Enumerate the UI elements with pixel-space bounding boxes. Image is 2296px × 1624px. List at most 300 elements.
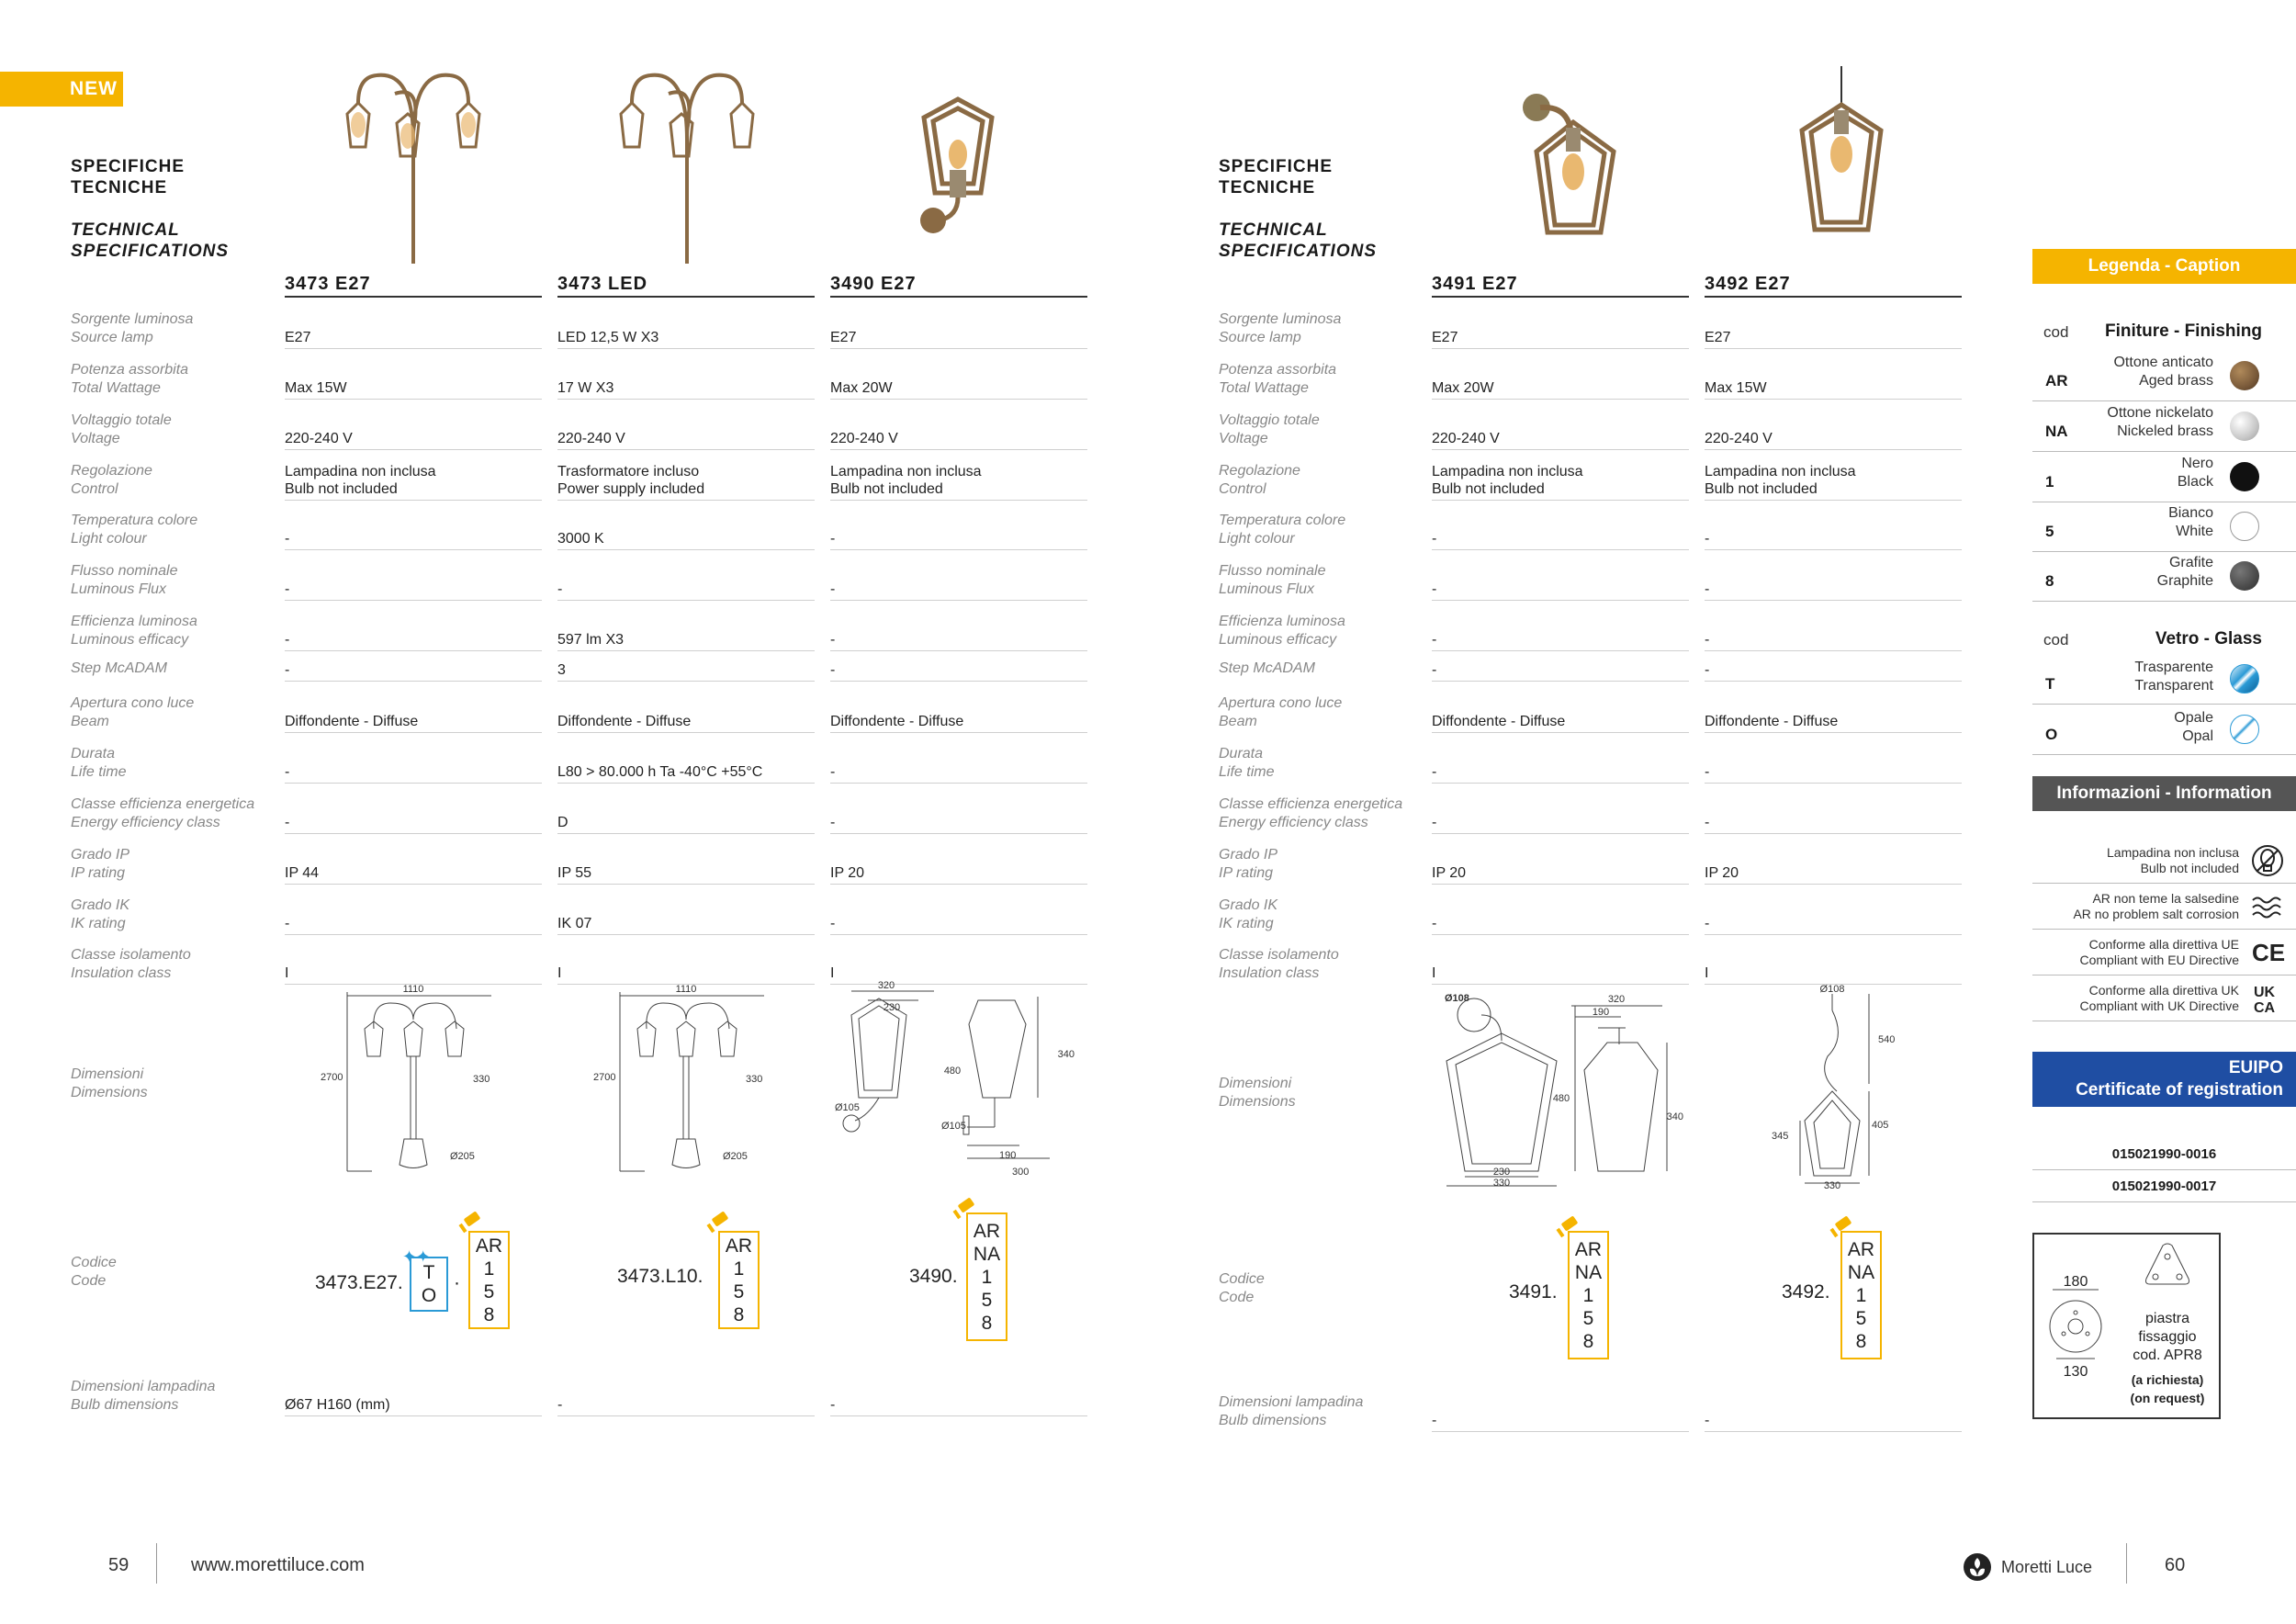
- row-label-en: Luminous Flux: [1219, 581, 1315, 597]
- spec-cell: [1432, 528, 1689, 550]
- spec-value: IP 20: [830, 865, 865, 881]
- spec-value: Diffondente - Diffuse: [1432, 714, 1566, 729]
- info-text-it: AR non teme la salsedine: [2092, 891, 2239, 906]
- spec-value: -: [1432, 815, 1437, 830]
- row-label: [1219, 361, 1336, 398]
- svg-text:540: 540: [1878, 1034, 1896, 1045]
- spec-value: -: [285, 916, 290, 931]
- info-text-it: Lampadina non inclusa: [2107, 845, 2239, 860]
- spec-title-en: TECHNICAL SPECIFICATIONS: [71, 220, 229, 261]
- product-image-3490-e27: [907, 92, 1008, 239]
- spec-value: IP 55: [557, 865, 592, 881]
- code-prefix: 3473.L10.: [617, 1266, 703, 1287]
- finish-swatch-icon: [2230, 462, 2259, 491]
- row-label: [71, 745, 126, 782]
- svg-text:(a richiesta): (a richiesta): [2131, 1372, 2204, 1387]
- row-label: [71, 1066, 148, 1102]
- product-image-3491-e27: [1520, 87, 1630, 243]
- svg-text:320: 320: [877, 980, 895, 991]
- row-label: [1219, 946, 1339, 983]
- finish-code: 1: [981, 1266, 993, 1288]
- info-text: [2080, 937, 2240, 968]
- glass-swatch-icon: [2230, 664, 2259, 694]
- svg-text:Ø105: Ø105: [941, 1121, 966, 1132]
- spec-value: -: [285, 531, 290, 547]
- row-label-it: Grado IK: [71, 897, 130, 913]
- finishes-title: Finiture - Finishing: [2105, 321, 2262, 341]
- finish-code-box: [1568, 1231, 1609, 1359]
- spec-value: -: [1432, 764, 1437, 780]
- finish-code: 1: [1855, 1284, 1867, 1306]
- finish-row: [2032, 552, 2296, 602]
- spec-cell: [1705, 812, 1962, 834]
- spec-value: -: [1432, 1413, 1437, 1428]
- finish-code: AR: [973, 1220, 1001, 1242]
- spec-cell: [830, 863, 1087, 885]
- row-label-it: Efficienza luminosa: [1219, 614, 1345, 629]
- row-label: [1219, 1075, 1296, 1111]
- spec-cell: [1705, 913, 1962, 935]
- row-label-it: Step McADAM: [71, 660, 167, 676]
- spec-cell: [830, 327, 1087, 349]
- spec-value: Diffondente - Diffuse: [830, 714, 964, 729]
- svg-text:480: 480: [943, 1066, 962, 1077]
- finish-code: NA: [973, 1243, 1001, 1265]
- code-separator: ·: [454, 1272, 460, 1293]
- column-header: 3491 E27: [1432, 274, 1689, 298]
- spec-value: -: [830, 581, 836, 597]
- spec-value: -: [1705, 581, 1710, 597]
- spec-value: -: [1705, 815, 1710, 830]
- spec-cell: [285, 812, 542, 834]
- finish-name-en: Black: [2177, 474, 2213, 490]
- info-text-en: Compliant with UK Directive: [2079, 998, 2239, 1013]
- svg-text:300: 300: [1012, 1167, 1030, 1178]
- spec-cell: [830, 812, 1087, 834]
- spec-value: Diffondente - Diffuse: [1705, 714, 1839, 729]
- spec-cell: [830, 428, 1087, 450]
- info-text: [2107, 845, 2239, 876]
- spec-value: -: [830, 632, 836, 648]
- row-label-it: Grado IP: [1219, 847, 1278, 863]
- spec-value: -: [285, 632, 290, 648]
- spec-value: IK 07: [557, 916, 592, 931]
- row-label: [1219, 795, 1402, 832]
- svg-text:330: 330: [473, 1074, 490, 1085]
- spec-cell: [1432, 711, 1689, 733]
- spec-cell: [285, 711, 542, 733]
- spec-cell: [830, 462, 1087, 501]
- website-link[interactable]: www.morettiluce.com: [191, 1555, 365, 1575]
- row-label: [71, 795, 254, 832]
- row-label-it: Grado IK: [1219, 897, 1278, 913]
- row-label-en: Source lamp: [1219, 330, 1301, 345]
- row-label: [1219, 1393, 1363, 1430]
- svg-text:130: 130: [2063, 1364, 2088, 1380]
- info-row: [2032, 930, 2296, 976]
- spec-value: Max 15W: [285, 380, 347, 396]
- svg-text:405: 405: [1872, 1120, 1889, 1131]
- spec-value: Trasformatore incluso: [557, 464, 700, 479]
- no-bulb-icon: [2250, 843, 2285, 878]
- spec-cell: [830, 913, 1087, 935]
- row-label-it: Dimensioni lampadina: [71, 1379, 216, 1394]
- spec-value: LED 12,5 W X3: [557, 330, 659, 345]
- spec-value: D: [557, 815, 568, 830]
- spec-cell: [1705, 761, 1962, 784]
- finish-code: AR: [2045, 372, 2068, 389]
- finish-name-it: Bianco: [2168, 505, 2213, 521]
- glass-code: O: [421, 1285, 437, 1306]
- finish-code: 5: [1582, 1307, 1594, 1329]
- spec-cell: [1705, 963, 1962, 985]
- spec-value: -: [1705, 916, 1710, 931]
- svg-text:2700: 2700: [321, 1072, 343, 1083]
- row-label: [1219, 745, 1274, 782]
- svg-text:230: 230: [883, 1002, 901, 1013]
- row-label-en: Code: [1219, 1290, 1255, 1305]
- spec-value: -: [557, 581, 563, 597]
- svg-text:Ø205: Ø205: [723, 1151, 748, 1162]
- finish-code: NA: [2045, 423, 2068, 440]
- column-header: 3473 LED: [557, 274, 815, 298]
- row-label-en: Control: [71, 481, 118, 497]
- finish-text: [2168, 504, 2213, 541]
- ukca-mark-icon: [2250, 981, 2285, 1016]
- finish-code: AR: [475, 1235, 503, 1257]
- spec-cell: [285, 579, 542, 601]
- row-label-en: Bulb dimensions: [71, 1397, 179, 1413]
- finish-name-it: Nero: [2181, 456, 2213, 471]
- row-label: [1219, 1270, 1265, 1307]
- row-label-en: IP rating: [1219, 865, 1273, 881]
- svg-text:480: 480: [1552, 1093, 1570, 1104]
- svg-text:1110: 1110: [675, 984, 697, 995]
- finish-swatch-icon: [2230, 361, 2259, 390]
- glass-code-box: [410, 1257, 448, 1312]
- spec-cell: [557, 913, 815, 935]
- finish-code: 5: [981, 1289, 993, 1311]
- svg-text:CA: CA: [2254, 1000, 2276, 1016]
- finish-name-en: Aged brass: [2139, 373, 2213, 389]
- row-label-en: Insulation class: [1219, 965, 1320, 981]
- svg-text:(on request): (on request): [2130, 1391, 2205, 1405]
- waves-icon: [2250, 889, 2285, 924]
- spec-cell: [285, 913, 542, 935]
- spec-cell: [557, 462, 815, 501]
- row-label-en: Energy efficiency class: [71, 815, 220, 830]
- row-label-it: Voltaggio totale: [71, 412, 172, 428]
- glass-name-en: Transparent: [2134, 678, 2213, 694]
- legend-cod-label: cod: [2043, 323, 2069, 341]
- info-text: [2073, 891, 2239, 922]
- product-image-3473-led: [613, 66, 770, 264]
- spec-cell: [1432, 327, 1689, 349]
- spec-cell: [1432, 428, 1689, 450]
- spec-cell: [1705, 327, 1962, 349]
- glass-row: [2032, 655, 2296, 705]
- spec-value: -: [1705, 531, 1710, 547]
- spec-value: -: [1432, 581, 1437, 597]
- row-label-en: IK rating: [71, 916, 126, 931]
- svg-text:cod. APR8: cod. APR8: [2133, 1348, 2202, 1363]
- glass-text: [2174, 709, 2213, 746]
- row-label-en: Voltage: [1219, 431, 1268, 446]
- spec-cell: [557, 863, 815, 885]
- row-label-it: Potenza assorbita: [71, 362, 189, 378]
- spec-cell: [830, 629, 1087, 651]
- info-header: Informazioni - Information: [2032, 776, 2296, 811]
- svg-text:Ø205: Ø205: [450, 1151, 475, 1162]
- spec-value: I: [1705, 965, 1709, 981]
- row-label-en: Beam: [1219, 714, 1257, 729]
- column-header: 3473 E27: [285, 274, 542, 298]
- spec-cell: [557, 711, 815, 733]
- info-row: [2032, 838, 2296, 884]
- spec-value: 220-240 V: [1432, 431, 1500, 446]
- spec-cell: [285, 428, 542, 450]
- spec-cell: [1432, 378, 1689, 400]
- spec-value: -: [830, 916, 836, 931]
- row-label-en: Light colour: [1219, 531, 1295, 547]
- spec-cell: [830, 579, 1087, 601]
- bulb-dimension-cell: [830, 1394, 1087, 1416]
- glass-code: T: [422, 1262, 435, 1283]
- column-header: 3490 E27: [830, 274, 1087, 298]
- row-label-it: Flusso nominale: [71, 563, 178, 579]
- spec-cell: [1705, 863, 1962, 885]
- spec-cell: [1705, 428, 1962, 450]
- row-label: [71, 694, 194, 731]
- row-label: [71, 946, 191, 983]
- spec-value: Ø67 H160 (mm): [285, 1397, 390, 1413]
- code-prefix: 3490.: [909, 1266, 958, 1287]
- row-label: [1219, 512, 1345, 548]
- spec-cell: [1432, 812, 1689, 834]
- euipo-number: 015021990-0017: [2032, 1171, 2296, 1202]
- row-label-it: Classe efficienza energetica: [71, 796, 255, 812]
- spec-value: -: [830, 662, 836, 678]
- spec-value: 597 lm X3: [557, 632, 625, 648]
- spec-cell: [557, 963, 815, 985]
- finish-code: 8: [483, 1303, 495, 1325]
- svg-text:330: 330: [1492, 1178, 1511, 1189]
- code-prefix: 3492.: [1782, 1281, 1830, 1303]
- bulb-dimension-cell: [285, 1394, 542, 1416]
- row-label-en: Dimensions: [71, 1085, 148, 1100]
- svg-text:1110: 1110: [402, 984, 424, 995]
- glass-title: Vetro - Glass: [2155, 629, 2262, 648]
- spec-cell: [1432, 761, 1689, 784]
- finish-code: AR: [725, 1235, 753, 1257]
- row-label-it: Voltaggio totale: [1219, 412, 1320, 428]
- svg-text:230: 230: [1492, 1167, 1511, 1178]
- spec-title-it: SPECIFICHE TECNICHE: [1219, 157, 1334, 197]
- finish-code: 1: [483, 1257, 495, 1280]
- spec-value: E27: [830, 330, 857, 345]
- spec-value: -: [1705, 632, 1710, 648]
- row-label: [1219, 462, 1300, 499]
- row-label-it: Dimensioni: [1219, 1076, 1292, 1091]
- spec-value: IP 20: [1705, 865, 1739, 881]
- finish-code: 8: [2045, 572, 2054, 590]
- row-label-en: Code: [71, 1273, 107, 1289]
- spec-cell: [557, 660, 815, 682]
- euipo-subtitle: Certificate of registration: [2076, 1080, 2283, 1100]
- mounting-plate-box: [2032, 1233, 2221, 1419]
- finish-code: 5: [733, 1280, 745, 1303]
- spec-cell: [557, 629, 815, 651]
- page-number-left: 59: [108, 1555, 129, 1575]
- finish-text: [2157, 554, 2213, 591]
- spec-value: -: [285, 815, 290, 830]
- spec-title-left: [71, 156, 229, 262]
- svg-text:330: 330: [746, 1074, 763, 1085]
- row-label-en: Luminous efficacy: [1219, 632, 1337, 648]
- legend-cod-label: cod: [2043, 631, 2069, 648]
- spec-cell: [285, 761, 542, 784]
- spec-cell: [1432, 660, 1689, 682]
- footer-divider: [2126, 1543, 2127, 1584]
- product-image-3492-e27: [1791, 66, 1892, 241]
- spec-value: Bulb not included: [285, 481, 398, 497]
- svg-text:✦✦: ✦✦: [402, 1247, 431, 1266]
- finish-name-it: Ottone anticato: [2113, 355, 2213, 370]
- spec-value: I: [830, 965, 835, 981]
- row-label: [71, 846, 129, 883]
- spec-value: Bulb not included: [1705, 481, 1818, 497]
- finish-swatch-icon: [2230, 412, 2259, 441]
- spec-value: E27: [1705, 330, 1731, 345]
- row-label: [1219, 613, 1345, 649]
- row-label-it: Flusso nominale: [1219, 563, 1326, 579]
- spec-value: E27: [285, 330, 311, 345]
- svg-text:CE: CE: [2252, 939, 2286, 966]
- spec-cell: [557, 579, 815, 601]
- row-label: [71, 512, 197, 548]
- svg-text:Ø108: Ø108: [1819, 984, 1845, 995]
- euipo-title: EUIPO: [2228, 1058, 2283, 1077]
- row-label: [1219, 412, 1320, 448]
- page-number-right: 60: [2165, 1555, 2186, 1575]
- svg-text:Ø105: Ø105: [835, 1102, 860, 1113]
- spec-value: IP 44: [285, 865, 320, 881]
- svg-text:340: 340: [1057, 1049, 1075, 1060]
- spec-value: Lampadina non inclusa: [1432, 464, 1583, 479]
- spec-cell: [1705, 629, 1962, 651]
- spec-cell: [1705, 378, 1962, 400]
- glass-text: [2134, 659, 2213, 695]
- spec-value: -: [557, 1397, 563, 1413]
- row-label-it: Efficienza luminosa: [71, 614, 197, 629]
- svg-text:180: 180: [2063, 1274, 2088, 1290]
- spec-cell: [1432, 579, 1689, 601]
- euipo-number: 015021990-0016: [2032, 1139, 2296, 1170]
- svg-text:320: 320: [1607, 994, 1626, 1005]
- spec-value: Diffondente - Diffuse: [285, 714, 419, 729]
- row-label: [71, 897, 129, 933]
- row-label-it: Regolazione: [71, 463, 152, 479]
- spec-value: I: [1432, 965, 1436, 981]
- finish-name-en: White: [2176, 524, 2213, 539]
- finish-name-en: Graphite: [2156, 573, 2213, 589]
- svg-text:330: 330: [1823, 1180, 1841, 1191]
- svg-text:UK: UK: [2254, 985, 2276, 1000]
- spec-value: Bulb not included: [830, 481, 943, 497]
- info-text-it: Conforme alla direttiva UE: [2088, 937, 2239, 952]
- row-label-en: Voltage: [71, 431, 120, 446]
- finish-code: NA: [1847, 1261, 1875, 1283]
- row-label: [1219, 694, 1342, 731]
- finish-code-box: [718, 1231, 760, 1329]
- spec-value: Bulb not included: [1432, 481, 1545, 497]
- finish-row: [2032, 402, 2296, 452]
- row-label-en: Dimensions: [1219, 1094, 1296, 1110]
- spec-cell: [285, 528, 542, 550]
- svg-text:piastra: piastra: [2144, 1311, 2190, 1326]
- finish-code: 8: [981, 1312, 993, 1334]
- finish-code: 8: [1582, 1330, 1594, 1352]
- row-label-it: Classe isolamento: [71, 947, 191, 963]
- row-label: [1219, 660, 1315, 678]
- row-label-it: Step McADAM: [1219, 660, 1315, 676]
- spec-cell: [830, 761, 1087, 784]
- row-label-it: Sorgente luminosa: [71, 311, 194, 327]
- info-text-en: Bulb not included: [2140, 861, 2239, 875]
- footer-divider: [156, 1543, 157, 1584]
- row-label-it: Apertura cono luce: [71, 695, 195, 711]
- row-label-en: IP rating: [71, 865, 125, 881]
- moretti-luce-logo-icon: [1963, 1552, 1992, 1582]
- finish-code: 1: [733, 1257, 745, 1280]
- spec-cell: [1432, 629, 1689, 651]
- finish-code: 1: [1582, 1284, 1594, 1306]
- spec-cell: [285, 327, 542, 349]
- finish-code-box: [468, 1231, 510, 1329]
- spec-cell: [1705, 462, 1962, 501]
- finish-code: 5: [2045, 523, 2054, 540]
- spec-cell: [557, 327, 815, 349]
- finish-swatch-icon: [2230, 512, 2259, 541]
- spec-value: -: [1705, 764, 1710, 780]
- row-label-it: Temperatura colore: [1219, 513, 1346, 528]
- info-text-en: AR no problem salt corrosion: [2073, 907, 2239, 921]
- info-row: [2032, 976, 2296, 1021]
- finish-code: 5: [1855, 1307, 1867, 1329]
- spec-cell: [830, 660, 1087, 682]
- svg-text:Ø108: Ø108: [1445, 993, 1469, 1004]
- spec-cell: [830, 528, 1087, 550]
- spec-value: -: [285, 764, 290, 780]
- row-label-it: Dimensioni: [71, 1066, 144, 1082]
- finish-name-it: Grafite: [2168, 555, 2213, 570]
- column-header: 3492 E27: [1705, 274, 1962, 298]
- finish-text: [2113, 354, 2213, 390]
- svg-text:345: 345: [1772, 1131, 1789, 1142]
- spec-value: -: [1705, 662, 1710, 678]
- dimension-drawing-3492-e27: [1763, 983, 1919, 1190]
- glass-row: [2032, 705, 2296, 755]
- spec-value: IP 20: [1432, 865, 1467, 881]
- brand-logo: [1963, 1552, 2092, 1582]
- finish-row: [2032, 352, 2296, 401]
- finish-swatch-icon: [2230, 561, 2259, 591]
- row-label-en: IK rating: [1219, 916, 1274, 931]
- row-label-en: Control: [1219, 481, 1266, 497]
- row-label-en: Total Wattage: [71, 380, 161, 396]
- spec-value: E27: [1432, 330, 1458, 345]
- finish-code: AR: [1847, 1238, 1875, 1260]
